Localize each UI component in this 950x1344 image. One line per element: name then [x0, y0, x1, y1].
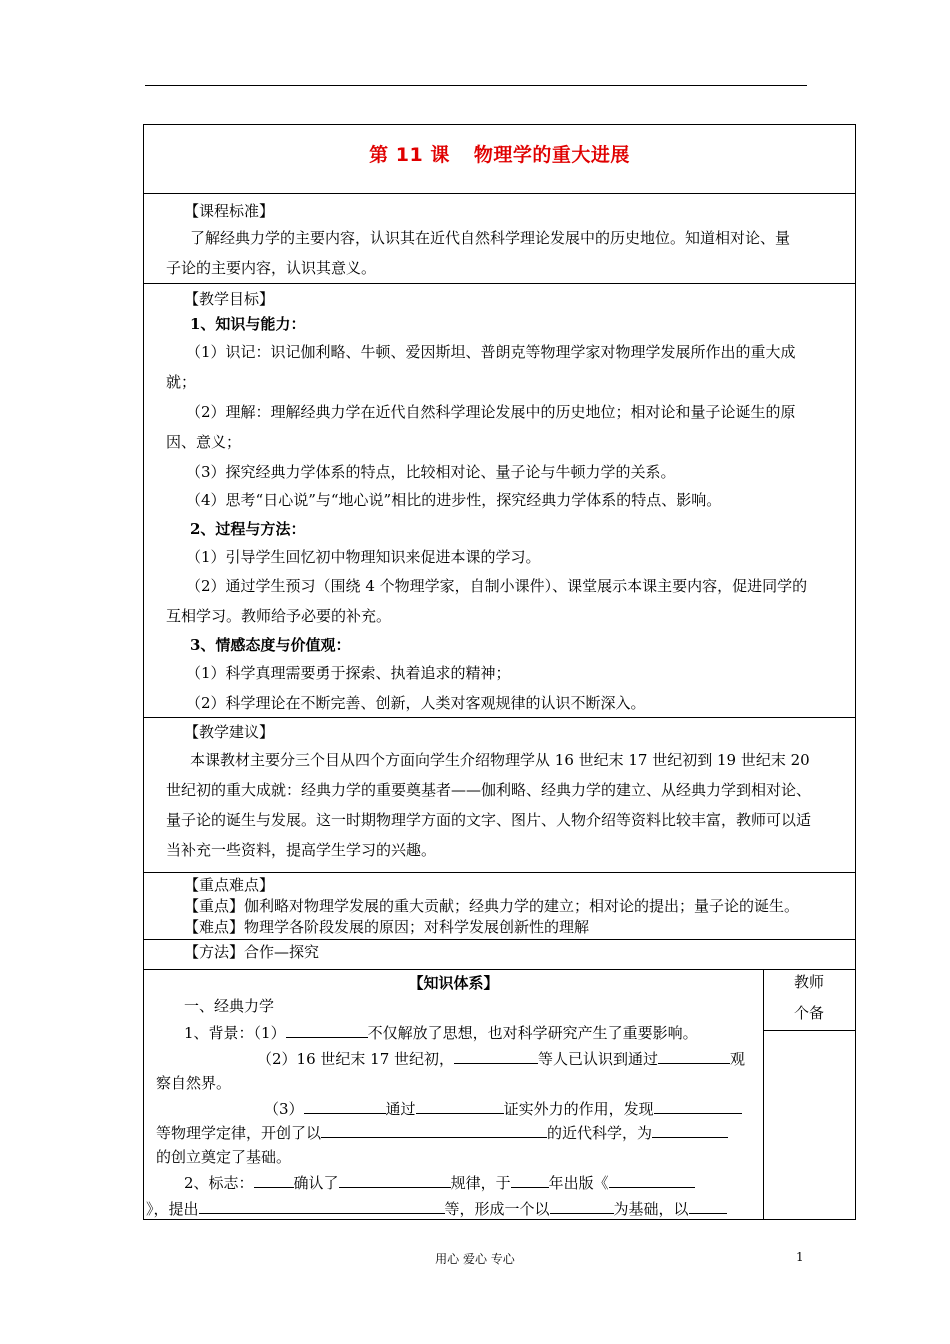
advice-line: 当补充一些资料，提高学生学习的兴趣。 [166, 841, 437, 859]
knowledge-section: 一、经典力学 [184, 997, 275, 1015]
knowledge-line: 2、标志： 确认了 规律，于 年出版《 [184, 1172, 695, 1194]
lesson-name: 物理学的重大进展 [473, 144, 630, 166]
fill-blank[interactable] [199, 1198, 445, 1214]
curriculum-line: 子论的主要内容，认识其意义。 [166, 259, 377, 277]
fill-blank[interactable] [454, 1048, 538, 1064]
page-number: 1 [796, 1250, 804, 1264]
fill-blank[interactable] [658, 1048, 730, 1064]
row-divider [144, 193, 855, 194]
lesson-plan-table [143, 124, 856, 1220]
advice-heading: 【教学建议】 [184, 723, 275, 741]
knowledge-line: （3） 通过 证实外力的作用，发现 [264, 1098, 742, 1120]
goal-item: 互相学习。教师给予必要的补充。 [166, 607, 392, 625]
row-divider [144, 283, 855, 284]
goals-heading: 【教学目标】 [184, 290, 275, 308]
fill-blank[interactable] [511, 1172, 549, 1188]
knowledge-line: （2）16 世纪末 17 世纪初， 等人已认识到通过 观 [257, 1050, 746, 1068]
footer-slogan: 用心 爱心 专心 [435, 1252, 515, 1266]
difficult-point: 【难点】物理学各阶段发展的原因；对科学发展创新性的理解 [184, 918, 590, 936]
knowledge-line: 等物理学定律，开创了以 的近代科学，为 [156, 1122, 728, 1144]
goal-item: （3）探究经典力学体系的特点，比较相对论、量子论与牛顿力学的关系。 [186, 463, 676, 481]
knowledge-line: 》，提出 等，形成一个以 为基础，以 [146, 1198, 727, 1220]
advice-line: 世纪初的重大成就：经典力学的重要奠基者——伽利略、经典力学的建立、从经典力学到相对论、 [166, 781, 812, 799]
knowledge-heading: 【知识体系】 [408, 974, 499, 992]
goal-item: （1）科学真理需要勇于探索、执着追求的精神； [186, 664, 511, 682]
lesson-title [144, 140, 855, 167]
row-divider [144, 939, 855, 940]
goal-item: 就； [166, 373, 197, 391]
goals-section-title: 2、过程与方法： [190, 520, 306, 538]
fill-blank[interactable] [304, 1098, 386, 1114]
fill-blank[interactable] [286, 1022, 368, 1038]
advice-line: 量子论的诞生与发展。这一时期物理学方面的文字、图片、人物介绍等资料比较丰富，教师可以适 [166, 811, 812, 829]
knowledge-line: 的创立奠定了基础。 [156, 1148, 292, 1166]
lesson-number: 第 11 课 [369, 144, 450, 166]
goal-item: （2）理解：理解经典力学在近代自然科学理论发展中的历史地位；相对论和量子论诞生的原 [186, 403, 796, 421]
goals-section-title: 3、情感态度与价值观： [190, 636, 351, 654]
header-rule [145, 85, 807, 86]
side-divider [763, 1030, 855, 1031]
teacher-note-label: 个备 [793, 1004, 824, 1022]
fill-blank[interactable] [321, 1122, 547, 1138]
goal-item: 因、意义； [166, 433, 242, 451]
fill-blank[interactable] [609, 1172, 695, 1188]
fill-blank[interactable] [339, 1172, 451, 1188]
goal-item: （1）引导学生回忆初中物理知识来促进本课的学习。 [186, 548, 541, 566]
goal-item: （1）识记：识记伽利略、牛顿、爱因斯坦、普朗克等物理学家对物理学发展所作出的重大成 [186, 343, 796, 361]
row-divider [144, 717, 855, 718]
fill-blank[interactable] [654, 1098, 742, 1114]
fill-blank[interactable] [689, 1198, 727, 1214]
advice-line: 本课教材主要分三个目从四个方面向学生介绍物理学从 16 世纪末 17 世纪初到 19 世纪末 20 [190, 751, 810, 769]
goal-item: （2）科学理论在不断完善、创新，人类对客观规律的认识不断深入。 [186, 694, 646, 712]
knowledge-line: 1、背景：（1） 不仅解放了思想，也对科学研究产生了重要影响。 [184, 1024, 698, 1042]
goal-item: （4）思考“日心说”与“地心说”相比的进步性，探究经典力学体系的特点、影响。 [186, 491, 722, 509]
goals-section-title: 1、知识与能力： [190, 315, 306, 333]
fill-blank[interactable] [254, 1172, 294, 1188]
fill-blank[interactable] [652, 1122, 728, 1138]
knowledge-line: 察自然界。 [156, 1074, 232, 1092]
method-line: 【方法】合作—探究 [184, 943, 320, 961]
row-divider [144, 969, 855, 970]
teacher-note-label: 教师 [793, 973, 824, 991]
curriculum-line: 了解经典力学的主要内容，认识其在近代自然科学理论发展中的历史地位。知道相对论、量 [190, 229, 791, 247]
curriculum-heading: 【课程标准】 [184, 202, 275, 220]
goal-item: （2）通过学生预习（围绕 4 个物理学家，自制小课件）、课堂展示本课主要内容，促进同学的 [186, 577, 808, 595]
keypoints-heading: 【重点难点】 [184, 876, 275, 894]
key-point: 【重点】伽利略对物理学发展的重大贡献；经典力学的建立；相对论的提出；量子论的诞生。 [184, 897, 800, 915]
fill-blank[interactable] [416, 1098, 504, 1114]
row-divider [144, 872, 855, 873]
fill-blank[interactable] [550, 1198, 614, 1214]
